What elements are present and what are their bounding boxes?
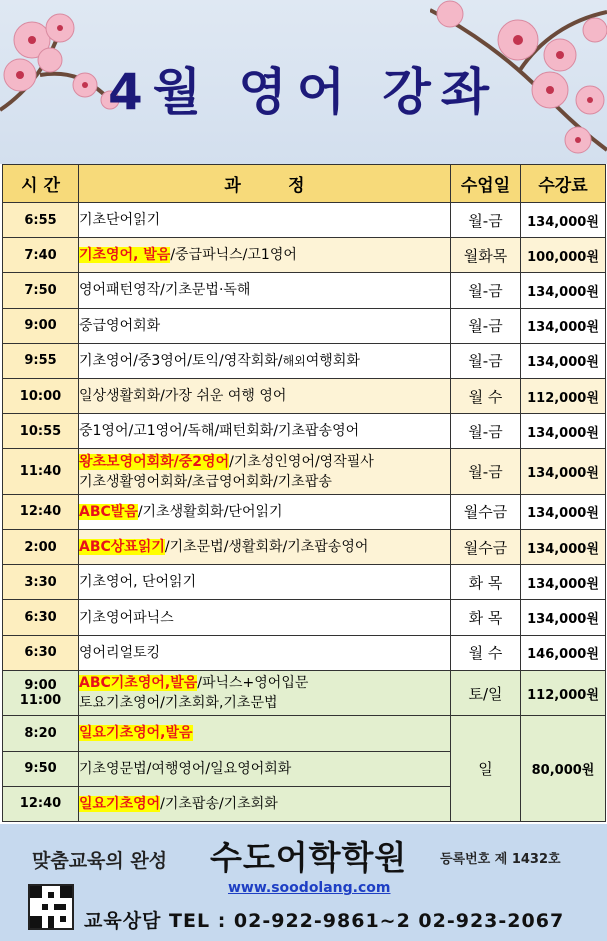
time-cell: 3:30 (3, 565, 79, 600)
course-cell: 기초영어/중3영어/토익/영작회화/해외여행회화 (79, 343, 451, 378)
fee-cell: 134,000원 (521, 308, 606, 343)
table-row (3, 308, 606, 343)
day-cell: 월수금 (451, 530, 521, 565)
day-cell: 월-금 (451, 273, 521, 308)
course-cell: 기초단어읽기 (79, 203, 451, 238)
course-cell: 왕초보영어회화/중2영어/기초성인영어/영작필사 기초생활영어회화/초급영어회화/기초팝송 (79, 449, 451, 495)
day-cell: 월-금 (451, 343, 521, 378)
course-cell: 영어패턴영작/기초문법·독해 (79, 273, 451, 308)
fee-cell: 134,000원 (521, 203, 606, 238)
header-day: 수업일 (451, 165, 521, 203)
course-cell: 영어리얼토킹 (79, 635, 451, 670)
fee-cell: 146,000원 (521, 635, 606, 670)
table-row (3, 273, 606, 308)
phone-info: 교육상담 TEL : 02-922-9861~2 02-923-2067 (84, 910, 565, 932)
course-cell: 중1영어/고1영어/독해/패턴회화/기초팝송영어 (79, 414, 451, 449)
registration-number: 등록번호 제 1432호 (440, 852, 561, 867)
day-cell: 월-금 (451, 308, 521, 343)
fee-cell: 134,000원 (521, 530, 606, 565)
course-cell: 중급영어회화 (79, 308, 451, 343)
table-header-row (3, 165, 606, 203)
table-row (3, 600, 606, 635)
time-cell: 11:40 (3, 449, 79, 495)
table-row (3, 378, 606, 413)
footer (0, 824, 607, 941)
time-cell: 9:50 (3, 751, 79, 786)
fee-cell: 100,000원 (521, 238, 606, 273)
course-cell: 기초영어파닉스 (79, 600, 451, 635)
table-row (3, 530, 606, 565)
table-row (3, 565, 606, 600)
course-cell: 기초영문법/여행영어/일요영어회화 (79, 751, 451, 786)
day-cell: 월화목 (451, 238, 521, 273)
table-row (3, 635, 606, 670)
day-cell: 화 목 (451, 565, 521, 600)
time-cell: 12:40 (3, 494, 79, 529)
slogan: 맞춤교육의 완성 (32, 850, 168, 872)
time-cell: 10:55 (3, 414, 79, 449)
header-fee: 수강료 (521, 165, 606, 203)
time-cell: 6:30 (3, 600, 79, 635)
header-banner (0, 0, 607, 164)
time-cell: 8:20 (3, 716, 79, 751)
day-cell: 월 수 (451, 378, 521, 413)
course-cell: 일요기초영어/기초팝송/기초회화 (79, 786, 451, 821)
fee-cell: 112,000원 (521, 378, 606, 413)
fee-cell: 134,000원 (521, 600, 606, 635)
fee-cell: 134,000원 (521, 414, 606, 449)
course-cell: ABC기초영어,발음/파닉스+영어입문 토요기초영어/기초회화,기초문법 (79, 670, 451, 716)
table-row (3, 343, 606, 378)
header-course: 과 정 (79, 165, 451, 203)
time-cell: 10:00 (3, 378, 79, 413)
course-cell: ABC상표읽기/기초문법/생활회화/기초팝송영어 (79, 530, 451, 565)
course-cell: 일요기초영어,발음 (79, 716, 451, 751)
course-cell: 기초영어, 발음/중급파닉스/고1영어 (79, 238, 451, 273)
day-cell: 일 (451, 716, 521, 822)
header-time: 시 간 (3, 165, 79, 203)
day-cell: 월 수 (451, 635, 521, 670)
course-cell: ABC발음/기초생활회화/단어읽기 (79, 494, 451, 529)
fee-cell: 80,000원 (521, 716, 606, 822)
day-cell: 토/일 (451, 670, 521, 716)
table-row (3, 494, 606, 529)
time-cell: 9:55 (3, 343, 79, 378)
day-cell: 월-금 (451, 449, 521, 495)
day-cell: 월수금 (451, 494, 521, 529)
time-cell: 6:30 (3, 635, 79, 670)
time-cell: 6:55 (3, 203, 79, 238)
table-row (3, 716, 606, 751)
fee-cell: 134,000원 (521, 273, 606, 308)
time-cell: 2:00 (3, 530, 79, 565)
table-row (3, 238, 606, 273)
time-cell: 9:00 11:00 (3, 670, 79, 716)
table-row (3, 203, 606, 238)
fee-cell: 134,000원 (521, 449, 606, 495)
fee-cell: 134,000원 (521, 494, 606, 529)
table-row (3, 449, 606, 495)
day-cell: 화 목 (451, 600, 521, 635)
website-link[interactable]: www.soodolang.com (228, 880, 391, 896)
time-cell: 7:40 (3, 238, 79, 273)
qr-code-icon[interactable] (28, 884, 74, 930)
fee-cell: 134,000원 (521, 565, 606, 600)
day-cell: 월-금 (451, 414, 521, 449)
fee-cell: 112,000원 (521, 670, 606, 716)
table-row (3, 670, 606, 716)
day-cell: 월-금 (451, 203, 521, 238)
academy-name: 수도어학학원 (210, 838, 408, 877)
time-cell: 7:50 (3, 273, 79, 308)
course-cell: 일상생활회화/가장 쉬운 여행 영어 (79, 378, 451, 413)
page-title: 4월 영어 강좌 (107, 63, 500, 121)
time-cell: 9:00 (3, 308, 79, 343)
course-cell: 기초영어, 단어읽기 (79, 565, 451, 600)
fee-cell: 134,000원 (521, 343, 606, 378)
table-row (3, 414, 606, 449)
schedule-table (2, 164, 606, 822)
time-cell: 12:40 (3, 786, 79, 821)
